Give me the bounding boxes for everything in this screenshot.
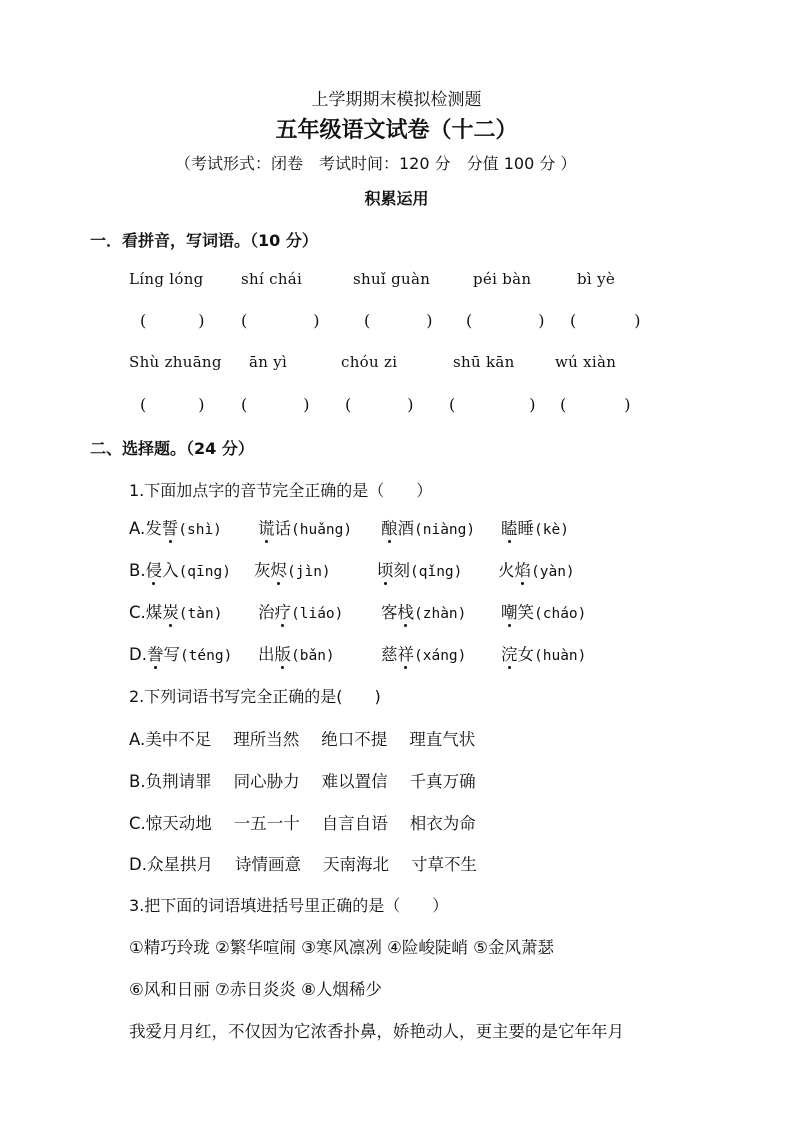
q1-option-a-word: 酿酒(niàng): [381, 519, 476, 538]
q1-option-a[interactable]: [129, 515, 222, 539]
q1-option-d[interactable]: D.誊写(téng): [129, 645, 233, 664]
pinyin-item: Líng lóng: [129, 270, 204, 288]
q1-option-c[interactable]: C.煤炭(tàn): [129, 603, 223, 622]
q1-option-c-word: 客栈(zhàn): [381, 603, 467, 622]
q2-option-b[interactable]: B.负荆请罪 同心胁力 难以置信 千真万确: [129, 772, 476, 791]
exam-subtitle: 上学期期末模拟检测题: [311, 90, 482, 110]
q2-option-c[interactable]: C.惊天动地 一五一十 自言自语 相衣为命: [129, 814, 476, 833]
answer-blank[interactable]: ( ): [364, 311, 433, 330]
q1-option-c-word: 治疗(liáo): [258, 603, 344, 622]
question-2-stem: 2.下列词语书写完全正确的是( ): [129, 687, 381, 706]
pinyin-item: chóu zi: [341, 353, 398, 371]
answer-blank[interactable]: ( ): [140, 311, 205, 330]
q1-option-a-word: 谎话(huǎng): [258, 519, 353, 538]
pinyin-item: wú xiàn: [555, 353, 617, 371]
answer-blank[interactable]: ( ): [466, 311, 545, 330]
q1-option-d-word: 出版(bǎn): [258, 645, 335, 664]
q3-passage: 我爱月月红，不仅因为它浓香扑鼻，娇艳动人，更主要的是它年年月: [129, 1022, 624, 1041]
answer-blank[interactable]: ( ): [570, 311, 641, 330]
pinyin-item: péi bàn: [473, 270, 532, 288]
answer-blank[interactable]: ( ): [345, 395, 414, 414]
answer-blank[interactable]: ( ): [560, 395, 631, 414]
q1-option-a-word: 瞌睡(kè): [501, 519, 569, 538]
section-title: 积累运用: [364, 189, 429, 208]
part1-heading: 一．看拼音，写词语。（10 分）: [90, 231, 318, 250]
q2-option-d[interactable]: D.众星拱月 诗情画意 天南海北 寸草不生: [129, 855, 477, 874]
answer-blank[interactable]: ( ): [241, 311, 320, 330]
q1-option-c-word: 嘲笑(cháo): [501, 603, 587, 622]
option-pinyin: (shì): [178, 522, 222, 538]
option-word: A.发誓: [129, 519, 179, 538]
question-1-stem: 1.下面加点字的音节完全正确的是（ ）: [129, 481, 433, 500]
q1-option-b[interactable]: B.侵入(qīng): [129, 561, 231, 580]
part2-heading: 二、选择题。（24 分）: [90, 439, 254, 458]
pinyin-item: bì yè: [577, 270, 616, 288]
q2-option-a[interactable]: A.美中不足 理所当然 绝口不提 理直气状: [129, 730, 476, 749]
q1-option-d-word: 慈祥(xáng): [381, 645, 467, 664]
pinyin-item: shū kān: [453, 353, 515, 371]
answer-blank[interactable]: ( ): [449, 395, 536, 414]
q1-option-b-word: 灰烬(jìn): [254, 561, 331, 580]
q1-option-d-word: 浣女(huàn): [501, 645, 587, 664]
pinyin-item: shí chái: [241, 270, 303, 288]
question-3-stem: 3.把下面的词语填进括号里正确的是（ ）: [129, 896, 449, 915]
pinyin-item: Shù zhuāng: [129, 353, 222, 371]
answer-blank[interactable]: ( ): [241, 395, 310, 414]
q1-option-b-word: 火焰(yàn): [498, 561, 575, 580]
pinyin-item: ān yì: [249, 353, 288, 371]
q3-word-list: ⑥风和日丽 ⑦赤日炎炎 ⑧人烟稀少: [129, 980, 382, 999]
exam-info: （考试形式：闭卷 考试时间：120 分 分值 100 分 ）: [175, 154, 577, 173]
pinyin-item: shuǐ guàn: [353, 270, 431, 288]
answer-blank[interactable]: ( ): [140, 395, 205, 414]
q3-word-list: ①精巧玲珑 ②繁华喧闹 ③寒风凛冽 ④险峻陡峭 ⑤金风萧瑟: [129, 938, 554, 957]
exam-title: 五年级语文试卷（十二）: [275, 118, 518, 143]
q1-option-b-word: 顷刻(qǐng): [377, 561, 463, 580]
